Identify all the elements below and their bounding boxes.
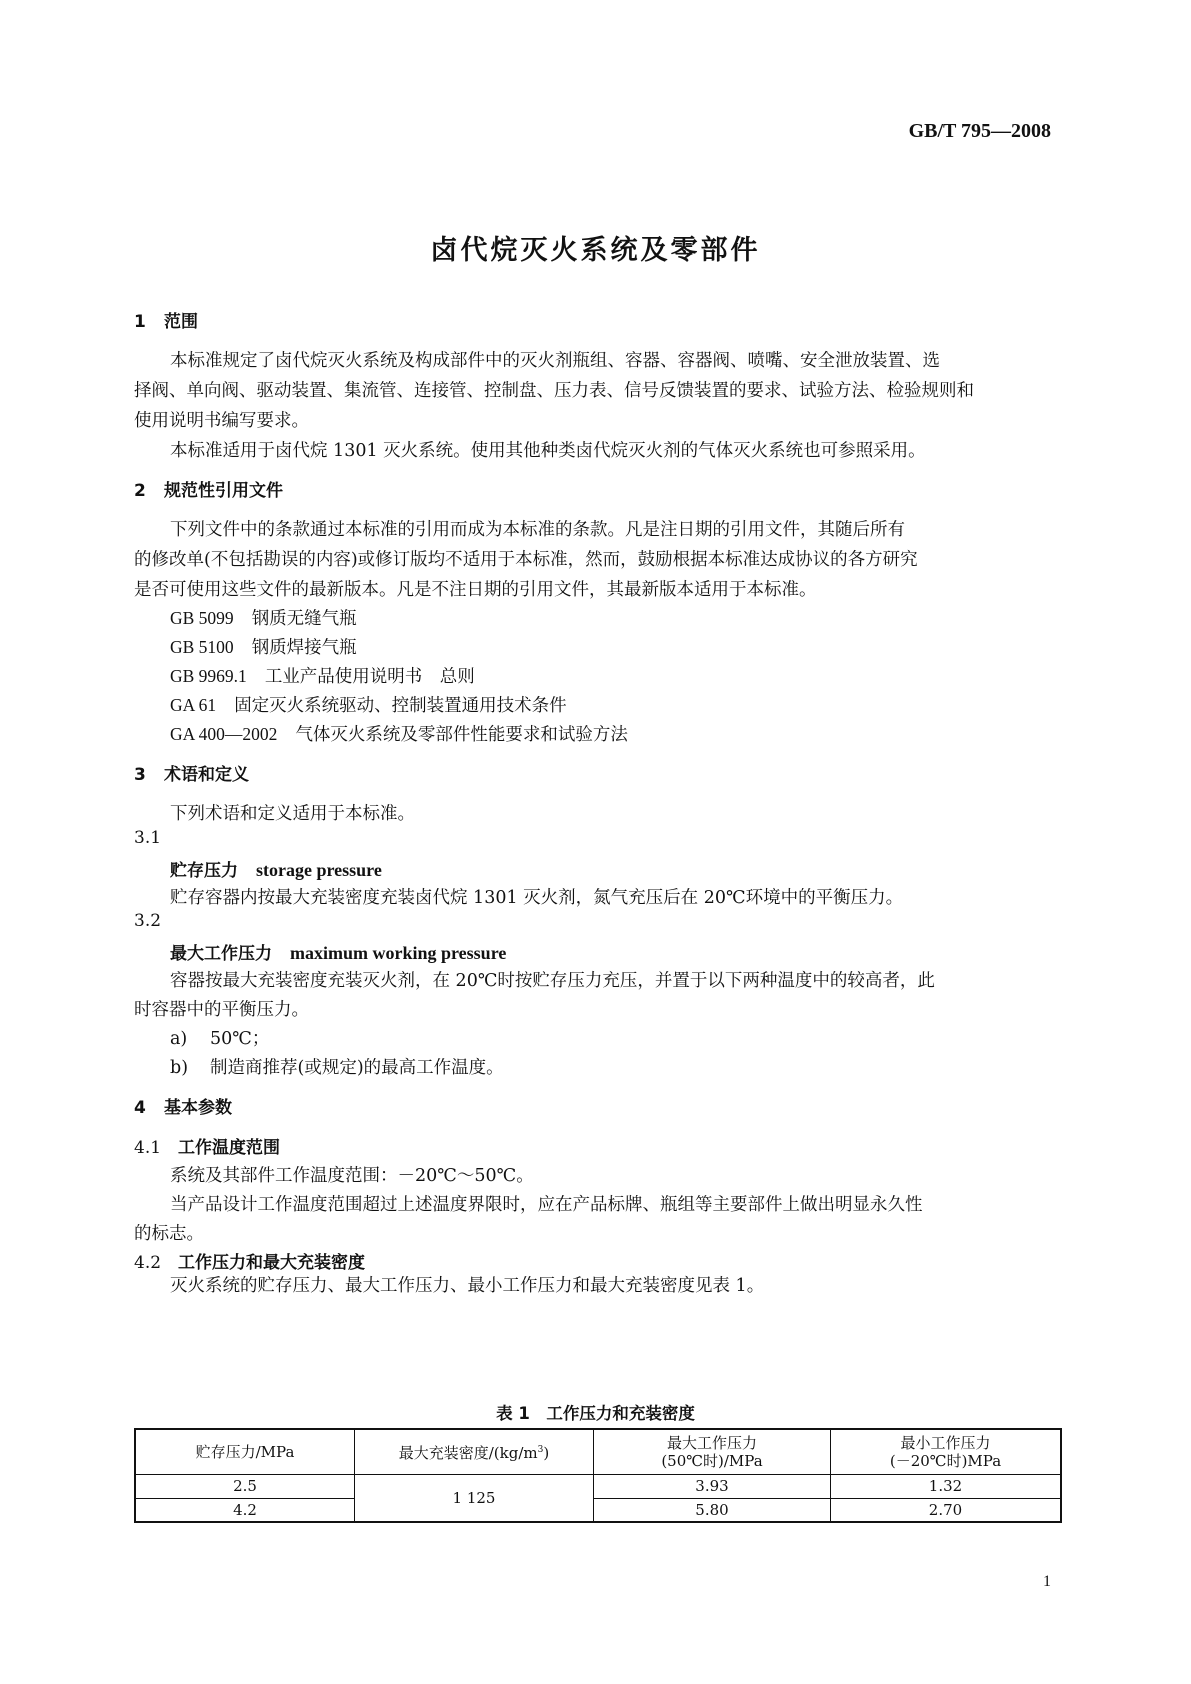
- ref-code: GA 400—2002: [170, 724, 278, 744]
- ref-code: GA 61: [170, 695, 217, 715]
- ref-code: GB 5099: [170, 608, 234, 628]
- section-number: 3: [134, 765, 146, 785]
- page-number: 1: [1043, 1573, 1051, 1590]
- normative-ref-5: [170, 721, 628, 746]
- table-caption: 表 1 工作压力和充装密度: [496, 1404, 695, 1423]
- term-3-2-definition-line-2: 时容器中的平衡压力。: [134, 1000, 309, 1020]
- term-3-2-name: [170, 939, 506, 964]
- term-cn: 最大工作压力: [170, 944, 272, 964]
- list-label: a): [170, 1029, 188, 1049]
- term-en: maximum working pressure: [290, 943, 507, 963]
- ref-title: 固定灭火系统驱动、控制装置通用技术条件: [234, 696, 567, 716]
- ref-title: 工业产品使用说明书 总则: [264, 667, 475, 687]
- subsection-4-2-heading: [134, 1248, 365, 1273]
- subsection-number: 4.2: [134, 1253, 162, 1273]
- normative-ref-2: [170, 634, 357, 659]
- section-title: 术语和定义: [164, 765, 249, 785]
- section-title: 基本参数: [164, 1098, 232, 1118]
- cell-min-working-pressure: 2.70: [831, 1498, 1062, 1522]
- ref-code: GB 9969.1: [170, 666, 247, 686]
- cell-max-working-pressure: 5.80: [594, 1498, 831, 1522]
- s1-paragraph-1-line-2: 择阀、单向阀、驱动装置、集流管、连接管、控制盘、压力表、信号反馈装置的要求、试验方法、检验规则和: [134, 381, 974, 401]
- term-3-1-definition: 贮存容器内按最大充装密度充装卤代烷 1301 灭火剂，氮气充压后在 20℃环境中的平衡压力。: [170, 888, 904, 908]
- subsection-title: 工作温度范围: [178, 1138, 280, 1158]
- cell-max-fill-density: 1 125: [355, 1474, 594, 1522]
- document-title: 卤代烷灭火系统及零部件: [430, 235, 761, 266]
- cell-max-working-pressure: 3.93: [594, 1474, 831, 1498]
- term-en: storage pressure: [256, 860, 382, 880]
- section-4-heading: [134, 1093, 232, 1118]
- term-3-1-name: [170, 856, 382, 881]
- cell-storage-pressure: 2.5: [135, 1474, 355, 1498]
- section-2-heading: [134, 476, 283, 501]
- term-3-1-number: 3.1: [134, 828, 162, 848]
- header-storage-pressure: [135, 1429, 355, 1474]
- list-item-a: [170, 1025, 269, 1050]
- list-text: 制造商推荐(或规定)的最高工作温度。: [210, 1058, 504, 1078]
- subsection-title: 工作压力和最大充装密度: [178, 1253, 365, 1273]
- section-number: 1: [134, 312, 146, 332]
- s2-paragraph-line-3: 是否可使用这些文件的最新版本。凡是不注日期的引用文件，其最新版本适用于本标准。: [134, 580, 817, 600]
- list-label: b): [170, 1058, 189, 1078]
- cell-storage-pressure: 4.2: [135, 1498, 355, 1522]
- s2-paragraph-line-2: 的修改单(不包括勘误的内容)或修订版均不适用于本标准，然而，鼓励根据本标准达成协议的各方研究: [134, 550, 918, 570]
- ref-title: 钢质焊接气瓶: [251, 638, 357, 658]
- header-text-line-1: 最大工作压力: [666, 1433, 757, 1452]
- ref-title: 气体灭火系统及零部件性能要求和试验方法: [295, 725, 628, 745]
- header-text-line-1: 最小工作压力: [900, 1433, 991, 1452]
- section-3-heading: [134, 760, 249, 785]
- header-text-line-2: (－20℃时)MPa: [889, 1451, 1002, 1470]
- list-item-b: [170, 1054, 504, 1079]
- subsection-number: 4.1: [134, 1138, 162, 1158]
- header-text-line-2: (50℃时)/MPa: [661, 1451, 763, 1470]
- term-3-2-definition-line-1: 容器按最大充装密度充装灭火剂，在 20℃时按贮存压力充压，并置于以下两种温度中的较高者，此: [170, 971, 935, 991]
- s3-intro: 下列术语和定义适用于本标准。: [170, 804, 415, 824]
- subsection-4-1-heading: [134, 1133, 280, 1158]
- section-title: 规范性引用文件: [164, 481, 283, 501]
- header-max-working-pressure: [594, 1429, 831, 1474]
- normative-ref-3: [170, 663, 475, 688]
- term-3-2-number: 3.2: [134, 911, 162, 931]
- ref-title: 钢质无缝气瓶: [251, 609, 357, 629]
- pressure-density-table: [134, 1428, 1062, 1523]
- s4-1-paragraph-1: 系统及其部件工作温度范围：－20℃～50℃。: [170, 1166, 534, 1186]
- header-text: 贮存压力/MPa: [195, 1442, 295, 1461]
- normative-ref-1: [170, 605, 357, 630]
- section-1-heading: [134, 307, 198, 332]
- s1-paragraph-1-line-1: 本标准规定了卤代烷灭火系统及构成部件中的灭火剂瓶组、容器、容器阀、喷嘴、安全泄放装置、选: [170, 351, 940, 371]
- list-text: 50℃；: [210, 1029, 270, 1049]
- normative-ref-4: [170, 692, 567, 717]
- table-row: [135, 1498, 1061, 1522]
- header-max-fill-density: [355, 1429, 594, 1474]
- s4-2-paragraph: 灭火系统的贮存压力、最大工作压力、最小工作压力和最大充装密度见表 1。: [170, 1276, 765, 1296]
- s4-1-paragraph-2-line-2: 的标志。: [134, 1224, 204, 1244]
- header-min-working-pressure: [831, 1429, 1062, 1474]
- header-text-end: ): [543, 1444, 550, 1463]
- section-title: 范围: [164, 312, 198, 332]
- s2-paragraph-line-1: 下列文件中的条款通过本标准的引用而成为本标准的条款。凡是注日期的引用文件，其随后所有: [170, 520, 905, 540]
- s1-paragraph-1-line-3: 使用说明书编写要求。: [134, 411, 309, 431]
- table-row: [135, 1474, 1061, 1498]
- term-cn: 贮存压力: [170, 861, 238, 881]
- s4-1-paragraph-2-line-1: 当产品设计工作温度范围超过上述温度界限时，应在产品标牌、瓶组等主要部件上做出明显永久性: [170, 1195, 923, 1215]
- header-superscript: 3: [537, 1445, 544, 1456]
- ref-code: GB 5100: [170, 637, 234, 657]
- s1-paragraph-2: 本标准适用于卤代烷 1301 灭火系统。使用其他种类卤代烷灭火剂的气体灭火系统也可参照采用。: [170, 441, 926, 461]
- section-number: 2: [134, 481, 146, 501]
- table-header-row: [135, 1429, 1061, 1474]
- cell-min-working-pressure: 1.32: [831, 1474, 1062, 1498]
- header-text: 最大充装密度/(kg/m: [398, 1444, 538, 1463]
- standard-code: GB/T 795—2008: [908, 120, 1051, 142]
- section-number: 4: [134, 1098, 146, 1118]
